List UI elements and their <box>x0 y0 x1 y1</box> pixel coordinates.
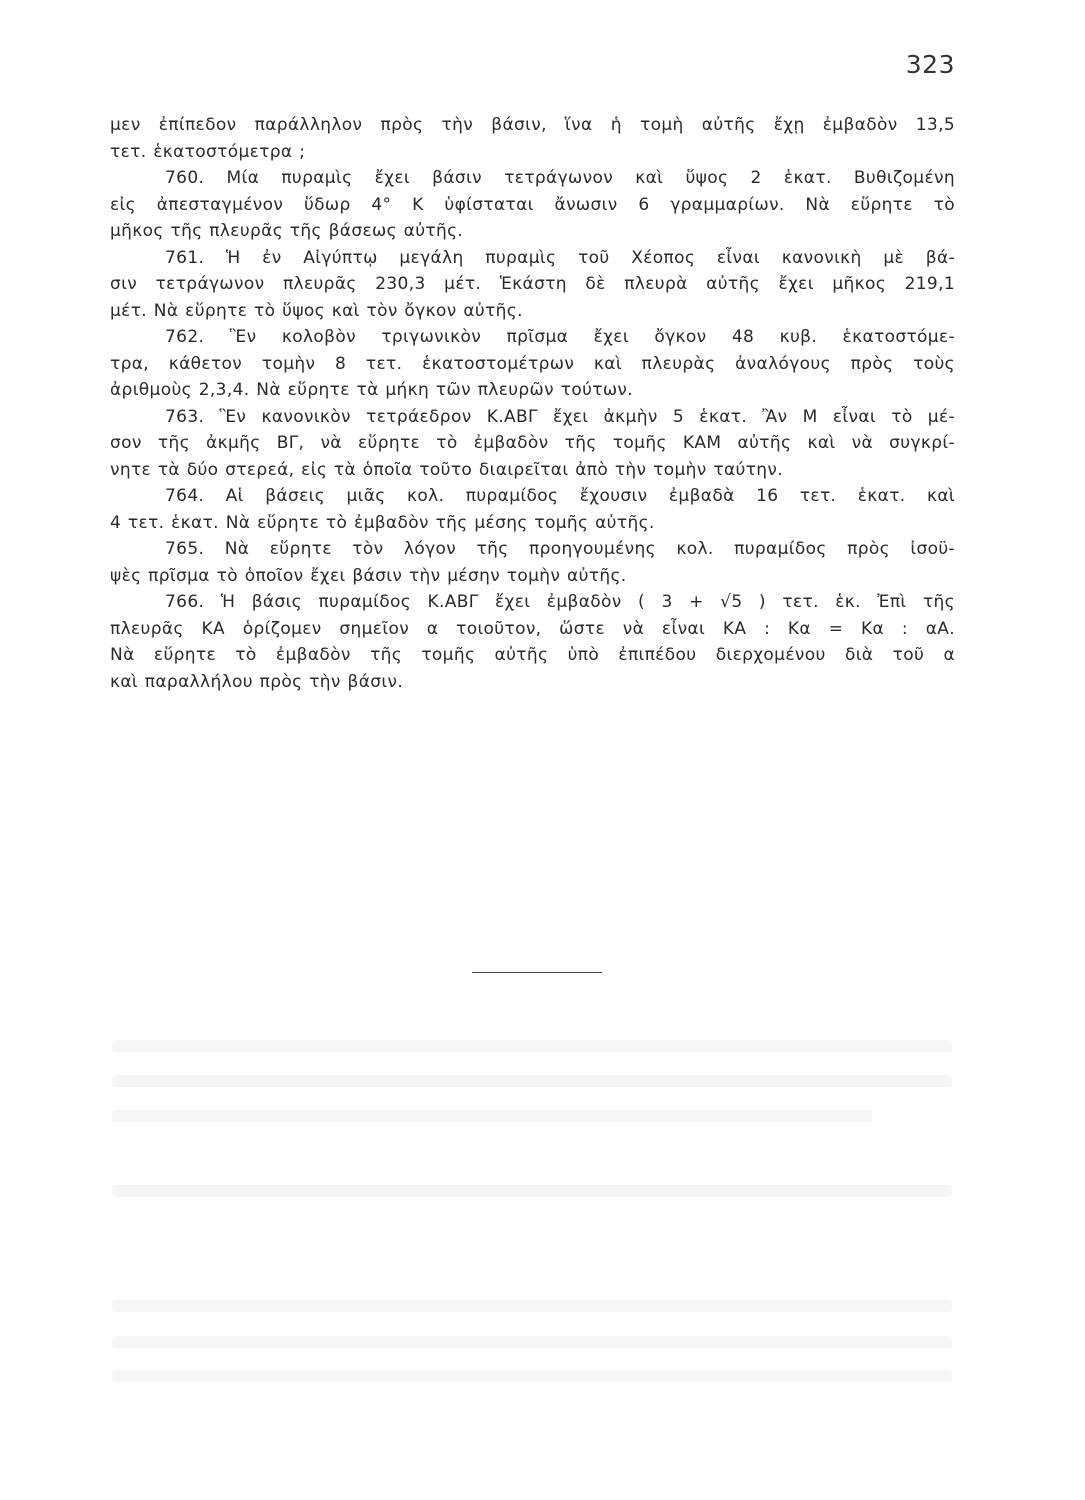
page-number: 323 <box>905 50 955 79</box>
text-line: 766. Ἡ βάσις πυραμίδος Κ.ΑΒΓ ἔχει ἐμβαδὸν ( 3 + √5 ) τετ. ἑκ. Ἐπὶ τῆς <box>165 592 955 612</box>
text-line: 765. Νὰ εὕρητε τὸν λόγον τῆς προηγουμένης κολ. πυραμίδος πρὸς ἰσοϋ- <box>165 539 955 559</box>
text-line: τρα, κάθετον τομὴν 8 τετ. ἑκατοστομέτρων καὶ πλευρὰς ἀναλόγους πρὸς τοὺς <box>110 353 955 374</box>
text-line: καὶ παραλλήλου πρὸς τὴν βάσιν. <box>110 671 404 692</box>
text-line: 762. Ἓν κολοβὸν τριγωνικὸν πρῖσμα ἔχει ὄγκον 48 κυβ. ἑκατοστόμε- <box>165 327 955 347</box>
text-line: μέτ. Νὰ εὕρητε τὸ ὕψος καὶ τὸν ὄγκον αὐτῆς. <box>110 300 523 321</box>
text-line: πλευρᾶς ΚΑ ὁρίζομεν σημεῖον α τοιοῦτον, ὥστε νὰ εἶναι ΚΑ : Κα = Κα : αΑ. <box>110 618 955 639</box>
text-line: ἀριθμοὺς 2,3,4. Νὰ εὕρητε τὰ μήκη τῶν πλευρῶν τούτων. <box>110 380 634 400</box>
text-line: ψὲς πρῖσμα τὸ ὁποῖον ἔχει βάσιν τὴν μέσην τομὴν αὐτῆς. <box>110 565 627 586</box>
text-line: εἰς ἀπεσταγμένον ὕδωρ 4° Κ ὑφίσταται ἄνωσιν 6 γραμμαρίων. Νὰ εὕρητε τὸ <box>110 194 955 215</box>
text-line: 764. Αἱ βάσεις μιᾶς κολ. πυραμίδος ἔχουσιν ἐμβαδὰ 16 τετ. ἑκατ. καὶ <box>165 486 955 506</box>
text-line: νητε τὰ δύο στερεά, εἰς τὰ ὁποῖα τοῦτο διαιρεῖται ἀπὸ τὴν τομὴν ταύτην. <box>110 459 784 480</box>
text-line: 761. Ἡ ἐν Αἰγύπτῳ μεγάλη πυραμὶς τοῦ Χέοπος εἶναι κανονικὴ μὲ βά- <box>165 247 955 268</box>
text-line: τετ. ἑκατοστόμετρα ; <box>110 141 306 162</box>
exercise-text-block <box>110 112 955 695</box>
end-of-section-rule <box>472 972 602 973</box>
text-line: 4 τετ. ἑκατ. Νὰ εὕρητε τὸ ἐμβαδὸν τῆς μέσης τομῆς αὐτῆς. <box>110 512 655 533</box>
text-line: 760. Μία πυραμὶς ἔχει βάσιν τετράγωνον καὶ ὕψος 2 ἑκατ. Βυθιζομένη <box>165 168 955 188</box>
text-line: Νὰ εὕρητε τὸ ἐμβαδὸν τῆς τομῆς αὐτῆς ὑπὸ ἐπιπέδου διερχομένου διὰ τοῦ α <box>110 645 955 665</box>
text-line: 763. Ἓν κανονικὸν τετράεδρον Κ.ΑΒΓ ἔχει ἀκμὴν 5 ἑκατ. Ἂν Μ εἶναι τὸ μέ- <box>165 406 955 427</box>
text-line: σιν τετράγωνον πλευρᾶς 230,3 μέτ. Ἑκάστη δὲ πλευρὰ αὐτῆς ἔχει μῆκος 219,1 <box>110 274 955 294</box>
text-line: μῆκος τῆς πλευρᾶς τῆς βάσεως αὐτῆς. <box>110 221 464 241</box>
text-line: σον τῆς ἀκμῆς ΒΓ, νὰ εὕρητε τὸ ἐμβαδὸν τῆς τομῆς ΚΑΜ αὐτῆς καὶ νὰ συγκρί- <box>110 433 955 453</box>
text-line: μεν ἐπίπεδον παράλληλον πρὸς τὴν βάσιν, ἵνα ἡ τομὴ αὐτῆς ἔχῃ ἐμβαδὸν 13,5 <box>110 115 955 135</box>
